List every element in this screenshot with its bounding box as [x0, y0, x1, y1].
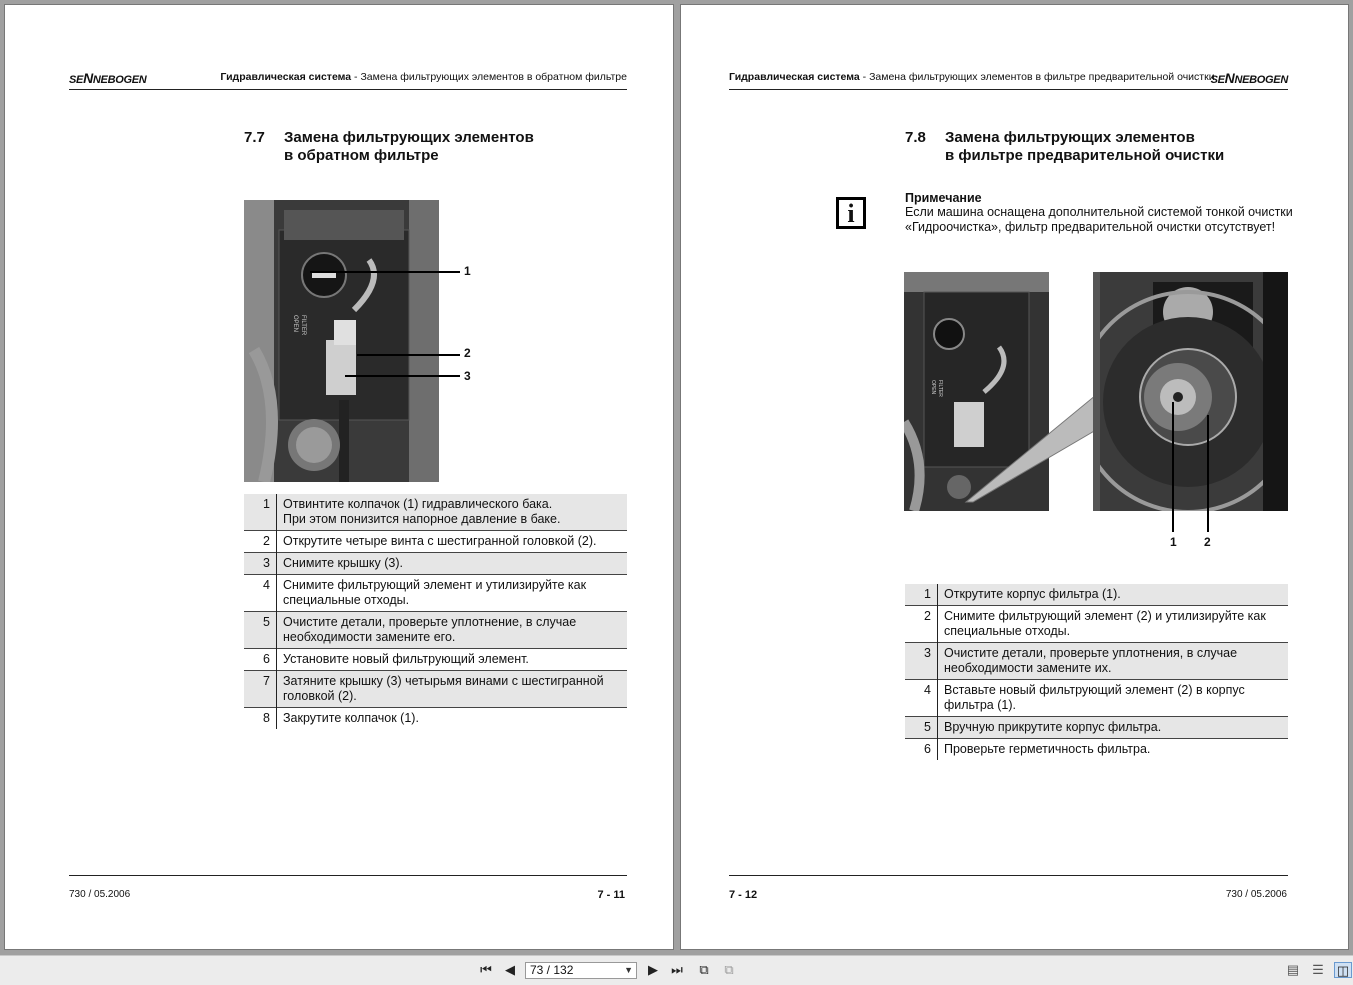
step-number: 2 [905, 606, 938, 643]
callout-line-1 [310, 271, 460, 273]
document-page-left [4, 4, 674, 950]
callout-line-3 [345, 375, 460, 377]
step-text: Затяните крышку (3) четырьмя винами с шестигранной головкой (2). [277, 671, 628, 708]
step-row [905, 717, 1288, 739]
step-row [905, 606, 1288, 643]
step-row [905, 739, 1288, 761]
note-text: Если машина оснащена дополнительной системой тонкой очистки «Гидроочистка», фильтр предварительной очистки отсутствует! [905, 205, 1293, 234]
callout-2: 2 [1204, 535, 1211, 549]
step-number: 6 [905, 739, 938, 761]
photo-label-filter: FILTER [937, 380, 943, 397]
back-view-icon[interactable]: ⧉ [699, 962, 709, 977]
step-row [244, 612, 627, 649]
callout-line-1 [1172, 402, 1174, 532]
step-number: 3 [905, 643, 938, 680]
section-title-line2: в обратном фильтре [284, 147, 439, 164]
footer-page-number: 7 - 11 [597, 889, 625, 901]
page-number-input[interactable]: 73 / 132 ▼ [525, 962, 637, 979]
callout-3: 3 [464, 369, 471, 383]
chevron-down-icon[interactable]: ▼ [624, 965, 633, 975]
step-number: 8 [244, 708, 277, 730]
zoom-connector [961, 390, 1101, 505]
document-page-right [680, 4, 1349, 950]
callout-1: 1 [464, 264, 471, 278]
callout-line-2 [357, 354, 460, 356]
step-text: Очистите детали, проверьте уплотнение, в случае необходимости замените его. [277, 612, 628, 649]
header-title: Гидравлическая система - Замена фильтрующих элементов в фильтре предварительной очистки [729, 71, 1215, 83]
step-row [244, 708, 627, 730]
step-text: Открутите корпус фильтра (1). [938, 584, 1289, 606]
photo-label-open: OPEN [930, 380, 936, 395]
return-filter-photo [244, 200, 439, 482]
page-header [729, 65, 1288, 90]
prev-page-icon[interactable]: ◀ [505, 962, 515, 977]
senebogen-logo: SENNEBOGEN [1210, 70, 1288, 86]
callout-1: 1 [1170, 535, 1177, 549]
step-text: Очистите детали, проверьте уплотнения, в случае необходимости замените их. [938, 643, 1289, 680]
section-title-line1: Замена фильтрующих элементов [284, 129, 534, 146]
callout-2: 2 [464, 346, 471, 360]
section-title-line1: Замена фильтрующих элементов [945, 129, 1195, 146]
step-text: Закрутите колпачок (1). [283, 711, 419, 725]
page-header [69, 65, 627, 90]
section-title-line2: в фильтре предварительной очистки [945, 147, 1225, 164]
step-number: 1 [244, 494, 277, 531]
last-page-icon[interactable]: ⏭ [671, 962, 683, 977]
footer-page-number: 7 - 12 [729, 889, 758, 901]
senebogen-logo: SENNEBOGEN [69, 70, 147, 86]
photo-label-filter: FILTER [300, 315, 306, 336]
section-number: 7.8 [905, 129, 926, 146]
step-number: 1 [905, 584, 938, 606]
step-text: Проверьте герметичность фильтра. [944, 742, 1151, 756]
step-row [905, 680, 1288, 717]
step-row [244, 494, 627, 531]
step-number: 4 [905, 680, 938, 717]
section-number: 7.7 [244, 129, 265, 146]
info-icon: i [836, 197, 866, 229]
step-row [244, 531, 627, 553]
footer-doc-id: 730 / 05.2006 [1225, 889, 1287, 900]
step-row [244, 553, 627, 575]
footer-doc-id: 730 / 05.2006 [69, 889, 131, 900]
footer-rule [69, 875, 627, 876]
footer-rule [729, 875, 1288, 876]
viewer-toolbar [0, 955, 1353, 985]
first-page-icon[interactable]: ⏮ [480, 962, 492, 977]
step-row [244, 649, 627, 671]
step-text: Открутите четыре винта с шестигранной головкой (2). [283, 534, 597, 548]
step-number: 7 [244, 671, 277, 708]
continuous-page-icon[interactable]: ☰ [1312, 962, 1324, 977]
note-title: Примечание [905, 191, 982, 205]
step-number: 6 [244, 649, 277, 671]
prefilter-closeup-photo [1093, 272, 1288, 511]
photo-label-open: OPEN [292, 315, 298, 333]
next-page-icon[interactable]: ▶ [648, 962, 658, 977]
step-text: Установите новый фильтрующий элемент. [283, 652, 529, 666]
step-text: Вставьте новый фильтрующий элемент (2) в корпус фильтра (1). [944, 683, 1245, 712]
step-number: 3 [244, 553, 277, 575]
facing-pages-icon[interactable]: ◫ [1334, 962, 1352, 978]
step-number: 5 [244, 612, 277, 649]
step-row [905, 643, 1288, 680]
step-number: 5 [905, 717, 938, 739]
step-text: Отвинтите колпачок (1) гидравлического бака. При этом понизится напорное давление в баке. [277, 494, 628, 531]
step-number: 2 [244, 531, 277, 553]
step-text: Снимите фильтрующий элемент (2) и утилизируйте как специальные отходы. [944, 609, 1266, 638]
step-text: Вручную прикрутите корпус фильтра. [938, 717, 1289, 739]
callout-line-2 [1207, 415, 1209, 532]
step-row [244, 575, 627, 612]
steps-table [244, 494, 627, 729]
step-text: Снимите фильтрующий элемент и утилизируйте как специальные отходы. [283, 578, 587, 607]
step-number: 4 [244, 575, 277, 612]
forward-view-icon[interactable]: ⧉ [724, 962, 734, 977]
steps-table [905, 584, 1288, 760]
header-title: Гидравлическая система - Замена фильтрующих элементов в обратном фильтре [220, 71, 627, 83]
step-row [244, 671, 627, 708]
step-text: Снимите крышку (3). [277, 553, 628, 575]
single-page-icon[interactable]: ▤ [1286, 962, 1300, 977]
step-row [905, 584, 1288, 606]
